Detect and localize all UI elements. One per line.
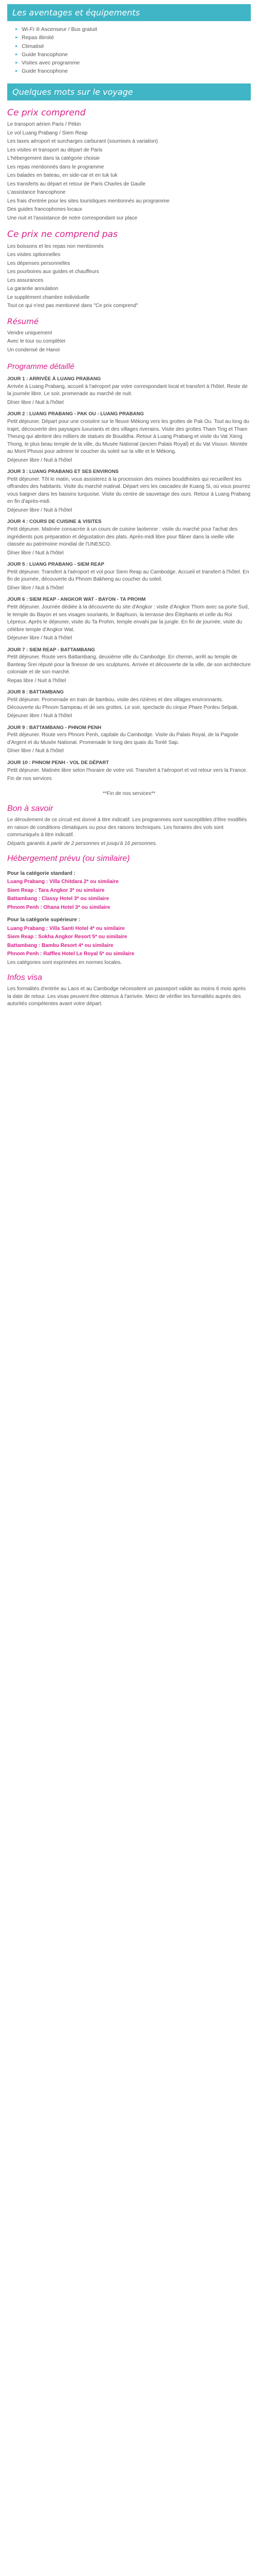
hotel-line: Battambang : Classy Hotel 3* ou similaire	[7, 896, 109, 902]
day-text: Arrivée à Luang Prabang, accueil à l'aéroport par votre correspondant local et transfert à l'hôtel. Reste de la journée libre. Le soir, promenade au marché de nuit.	[7, 383, 248, 397]
day-heading: JOUR 2 : LUANG PRABANG - PAK OU - LUANG PRABANG	[7, 411, 144, 417]
day-heading: JOUR 9 : BATTAMBANG - PHNOM PENH	[7, 724, 102, 731]
list-item: Les boissons et les repas non mentionnés	[7, 243, 104, 249]
day-text: Petit déjeuner. Matinée libre selon l'horaire de votre vol. Transfert à l'aéroport et vol retour vers la France.	[7, 767, 248, 773]
day-text: Petit déjeuner. Promenade en train de bambou, visite des rizières et des villages environnants. Découverte du Phnom Sampeau et de ses grottes. Le soir, spectacle du cirque Phare Ponleu Selpak.	[7, 697, 239, 710]
hebergement-group	[7, 870, 251, 912]
list-item: Les visites et transport au départ de Paris	[7, 147, 103, 153]
list-item: ▸ Climatisé	[17, 43, 251, 50]
day-meals: Déjeuner libre / Nuit à l'hôtel	[7, 457, 72, 463]
day-heading: JOUR 6 : SIEM REAP - ANGKOR WAT - BAYON - TA PROHM	[7, 597, 146, 603]
end-of-services: **Fin de nos services**	[103, 790, 155, 796]
ne-comprend-title: Ce prix ne comprend pas	[7, 229, 118, 240]
day-meals: Repas libre / Nuit à l'hôtel	[7, 677, 66, 684]
day-meals: Fin de nos services	[7, 776, 52, 782]
hotel-line: Luang Prabang : Villa Chitdara 2* ou similaire	[7, 879, 119, 885]
programme-title: Programme détaillé	[7, 362, 75, 371]
day-heading: JOUR 10 : PHNOM PENH - VOL DE DÉPART	[7, 759, 109, 766]
day-text: Petit déjeuner. Route vers Phnom Penh, capitale du Cambodge. Visite du Palais Royal, de la Pagode d'Argent et du Musée National. Promenade le long des quais du Tonlé Sap.	[7, 732, 238, 745]
list-item: Les dépenses personnelles	[7, 260, 70, 266]
list-item: Les frais d'entrée pour les sites touristiques mentionnés au programme	[7, 198, 170, 204]
bon-a-savoir-title: Bon à savoir	[7, 804, 53, 814]
remarks-title: Résumé	[7, 316, 39, 326]
aventages-banner: Les aventages et équipements	[7, 4, 251, 21]
list-item: Les repas mentionnés dans le programme	[7, 164, 104, 170]
list-item: Avec le tour ou compléter	[7, 338, 66, 345]
comprend-list	[7, 121, 251, 222]
list-item: ▸ Repas illimité	[17, 34, 251, 42]
comprend-title: Ce prix comprend	[7, 107, 86, 118]
day-heading: JOUR 3 : LUANG PRABANG ET SES ENVIRONS	[7, 469, 119, 474]
list-item: Les visites optionnelles	[7, 252, 60, 258]
day-text: Petit déjeuner. Transfert à l'aéroport et vol pour Siem Reap au Cambodge. Accueil et transfert à l'hôtel. En fin de journée, découverte du Phnom Bakheng au coucher du soleil.	[7, 569, 249, 583]
list-item: Le supplément chambre individuelle	[7, 294, 90, 300]
day-text: Petit déjeuner. Matinée consacrée à un cours de cuisine laotienne : visite du marché pour l'achat des ingrédients puis préparation et dégustation des plats. Après-midi libre pour flâner dans la vieille ville classée au patrimoine mondial de l'UNESCO.	[7, 527, 238, 548]
hotel-line: Phnom Penh : Raffles Hotel Le Royal 5* ou similaire	[7, 951, 135, 957]
points-banner: Quelques mots sur le voyage	[7, 83, 251, 100]
hotel-line: Siem Reap : Sokha Angkor Resort 5* ou similaire	[7, 934, 127, 940]
remarks-list	[7, 330, 251, 354]
list-item: Les balades en bateau, en side-car et en tuk tuk	[7, 173, 118, 179]
programme-day	[7, 518, 251, 557]
hotel-line: Phnom Penh : Ohana Hotel 3* ou similaire	[7, 904, 110, 910]
hebergement-title: Hébergement prévu (ou similaire)	[7, 854, 130, 863]
day-meals: Dîner libre / Nuit à l'hôtel	[7, 748, 64, 754]
day-heading: JOUR 5 : LUANG PRABANG - SIEM REAP	[7, 562, 104, 568]
list-item: ▸ Wi-Fi ® Ascenseur / Bus gratuit	[17, 26, 251, 33]
day-heading: JOUR 1 : ARRIVÉE À LUANG PRABANG	[7, 376, 101, 382]
day-meals: Dîner libre / Nuit à l'hôtel	[7, 399, 64, 405]
hotel-line: Siem Reap : Tara Angkor 3* ou similaire	[7, 887, 105, 893]
programme-day	[7, 689, 251, 720]
list-item: Des guides francophones locaux	[7, 207, 83, 213]
programme-day	[7, 759, 251, 783]
list-item: Tout ce qui n'est pas mentionné dans "Ce prix comprend"	[7, 303, 138, 309]
list-item: Une nuit et l'assistance de notre correspondant sur place	[7, 215, 138, 221]
infos-visa-text: Les formalités d'entrée au Laos et au Cambodge nécessitent un passeport valide au moins 6 mois après la date de retour. Les visas peuvent être obtenus à l'arrivée. Merci de vérifier les formalités auprès des autorités compétentes avant votre départ.	[7, 986, 246, 1007]
bon-a-savoir-text: Le déroulement de ce circuit est donné à titre indicatif. Les programmes sont susceptibles d'être modifiés en raison de conditions climatiques ou pour des raisons techniques. Les horaires des vols sont communiqués à titre indicatif.	[7, 817, 247, 838]
list-item: La garantie annulation	[7, 286, 58, 292]
infos-visa-title: Infos visa	[7, 973, 42, 982]
programme-day	[7, 596, 251, 642]
hebergement-footer: Les catégories sont exprimées en normes locales.	[7, 959, 122, 965]
day-heading: JOUR 8 : BATTAMBANG	[7, 689, 64, 696]
programme-day	[7, 561, 251, 592]
list-item: Un condensé de Hanoi	[7, 347, 60, 353]
day-text: Petit déjeuner. Départ pour une croisière sur le fleuve Mékong vers les grottes de Pak Ou. Tout au long du trajet, découverte des paysages luxuriants et des villages riverains. Visite des grottes Tham Ting et Tham Theung qui abritent des milliers de statues de Bouddha. Retour à Luang Prabang et visite du Vat Xieng Thong, le plus beau temple de la ville, du Musée National (ancien Palais Royal) et du Vat Visoun. Montée au Mont Phousi pour admirer le coucher du soleil sur la ville et le Mékong.	[7, 419, 249, 454]
day-text: Petit déjeuner. Tôt le matin, vous assisterez à la procession des moines bouddhistes qui recueillent les offrandes des habitants. Visite du marché matinal. Départ vers les cascades de Kuang Si, où vous pourrez vous baigner dans les bassins turquoise. Visite du centre de sauvetage des ours. Retour à Luang Prabang en fin d'après-midi.	[7, 476, 251, 505]
day-text: Petit déjeuner. Journée dédiée à la découverte du site d'Angkor : visite d'Angkor Thom avec sa porte Sud, le temple du Bayon et ses visages souriants, le Baphuon, la terrasse des Éléphants et celle du Roi Lépreux. Après le déjeuner, visite du Ta Prohm, temple envahi par la jungle. En fin de journée, visite du célèbre temple d'Angkor Wat.	[7, 604, 249, 633]
aventages-list	[7, 24, 251, 79]
day-meals: Déjeuner libre / Nuit à l'hôtel	[7, 713, 72, 719]
day-meals: Déjeuner libre / Nuit à l'hôtel	[7, 507, 72, 513]
day-heading: JOUR 7 : SIEM REAP - BATTAMBANG	[7, 647, 95, 653]
departures-note: Départs garantis à partir de 2 personnes et jusqu'à 16 personnes.	[7, 840, 157, 846]
day-text: Petit déjeuner. Route vers Battambang, deuxième ville du Cambodge. En chemin, arrêt au temple de Banteay Srei réputé pour la finesse de ses sculptures. Arrivée et découverte de la ville, de son architecture coloniale et de son marché.	[7, 654, 251, 675]
list-item: L'hébergement dans la catégorie choisie	[7, 156, 100, 162]
ne-comprend-list	[7, 243, 251, 310]
list-item: Les assurances	[7, 277, 44, 283]
list-item: ▸ Visites avec programme	[17, 59, 251, 67]
list-item: ▸ Guide francophone	[17, 67, 251, 75]
day-heading: JOUR 4 : COURS DE CUISINE & VISITES	[7, 519, 102, 525]
programme-day	[7, 468, 251, 514]
list-item: Vendre uniquement	[7, 330, 52, 336]
list-item: Les taxes aéroport et surcharges carburant (soumises à variation)	[7, 139, 158, 145]
list-item: Les transferts au départ et retour de Paris Charles de Gaulle	[7, 181, 146, 187]
hebergement-group	[7, 917, 251, 958]
list-item: L'assistance francophone	[7, 190, 66, 196]
programme-day	[7, 411, 251, 464]
day-meals: Déjeuner libre / Nuit à l'hôtel	[7, 635, 72, 641]
programme-day	[7, 376, 251, 406]
category-label: Pour la catégorie supérieure :	[7, 917, 80, 923]
programme-day	[7, 724, 251, 755]
list-item: Les pourboires aux guides et chauffeurs	[7, 269, 99, 275]
list-item: ▸ Guide francophone	[17, 51, 251, 59]
page	[0, 4, 258, 1025]
hotel-line: Battambang : Bambu Resort 4* ou similaire	[7, 942, 114, 948]
category-label: Pour la catégorie standard :	[7, 870, 76, 876]
programme-day	[7, 647, 251, 685]
day-meals: Dîner libre / Nuit à l'hôtel	[7, 550, 64, 556]
day-meals: Dîner libre / Nuit à l'hôtel	[7, 585, 64, 591]
list-item: Le transport aérien Paris / Pékin	[7, 122, 81, 128]
hotel-line: Luang Prabang : Villa Santi Hotel 4* ou similaire	[7, 925, 125, 931]
list-item: Le vol Luang Prabang / Siem Reap	[7, 130, 88, 136]
